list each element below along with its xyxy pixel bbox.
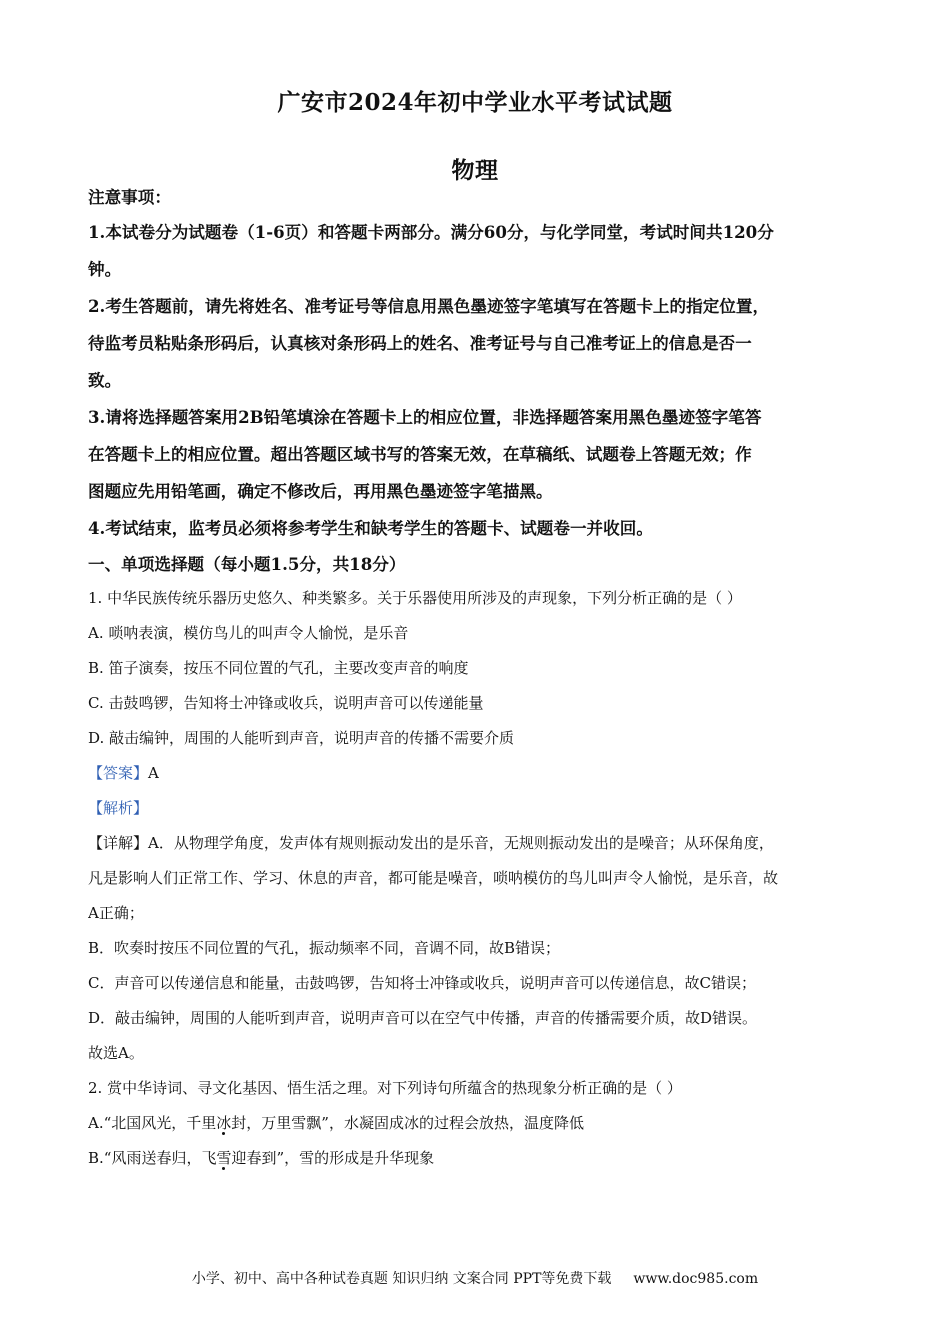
notice-line: 1.本试卷分为试题卷（1-6页）和答题卡两部分。满分60分，与化学同堂，考试时间共120分	[88, 222, 774, 242]
notice-block	[88, 180, 872, 547]
notice-line: 在答题卡上的相应位置。超出答题区域书写的答案无效，在草稿纸、试题卷上答题无效；作	[88, 444, 752, 464]
detail-line: 凡是影响人们正常工作、学习、休息的声音，都可能是噪音，唢呐模仿的鸟儿叫声令人愉悦，是乐音，故	[88, 869, 779, 887]
option-b	[88, 1141, 872, 1176]
notice-line: 待监考员粘贴条形码后，认真核对条形码上的姓名、准考证号与自己准考证上的信息是否一	[88, 333, 752, 353]
option-text: 封，万里雪飘”，水凝固成冰的过程会放热，温度降低	[231, 1114, 584, 1132]
footer-url: www.doc985.com	[633, 1271, 759, 1287]
answer-tag: 【答案】	[88, 764, 149, 782]
detail-line: A正确；	[88, 904, 144, 922]
option-text: B.“风雨送春归，飞	[88, 1149, 217, 1167]
notice-line: 致。	[88, 370, 122, 390]
detail-line: 故选A。	[88, 1044, 144, 1062]
option-a	[88, 1106, 872, 1141]
question-stem: 2. 赏中华诗词、寻文化基因、悟生活之理。对下列诗句所蕴含的热现象分析正确的是（ ）	[88, 1079, 682, 1097]
notice-line: 图题应先用铅笔画，确定不修改后，再用黑色墨迹签字笔描黑。	[88, 481, 553, 501]
detail-line: C．声音可以传递信息和能量，击鼓鸣锣，告知将士冲锋或收兵，说明声音可以传递信息，故C错误；	[88, 974, 756, 992]
notice-line: 钟。	[88, 259, 122, 279]
page-footer	[0, 1268, 950, 1288]
detail-text: A．从物理学角度，发声体有规则振动发出的是乐音，无规则振动发出的是噪音；从环保角度，	[148, 834, 774, 852]
notice-line: 4.考试结束，监考员必须将参考学生和缺考学生的答题卡、试题卷一并收回。	[88, 518, 653, 538]
document-body	[88, 180, 872, 1176]
detail-line	[88, 826, 872, 861]
analysis-line	[88, 791, 872, 826]
answer-line	[88, 756, 872, 791]
option-a: A. 唢呐表演，模仿鸟儿的叫声令人愉悦，是乐音	[88, 624, 409, 642]
section-title: 一、单项选择题（每小题1.5分，共18分）	[88, 554, 406, 574]
subject-title: 物理	[451, 157, 499, 184]
question-1	[88, 581, 872, 1071]
detail-tag: 【详解】	[88, 834, 149, 852]
notice-heading: 注意事项：	[88, 187, 171, 207]
answer-value: A	[148, 764, 159, 782]
option-text: A.“北国风光，千里	[88, 1114, 217, 1132]
option-d: D. 敲击编钟，周围的人能听到声音，说明声音的传播不需要介质	[88, 729, 515, 747]
detail-line: B．吹奏时按压不同位置的气孔，振动频率不同，音调不同，故B错误；	[88, 939, 561, 957]
footer-text: 小学、初中、高中各种试卷真题 知识归纳 文案合同 PPT等免费下载	[191, 1271, 612, 1287]
question-2	[88, 1071, 872, 1176]
emphasis-char: 冰	[216, 1114, 232, 1132]
option-text: 迎春到”，雪的形成是升华现象	[231, 1149, 435, 1167]
analysis-tag: 【解析】	[88, 799, 149, 817]
option-c: C. 击鼓鸣锣，告知将士冲锋或收兵，说明声音可以传递能量	[88, 694, 484, 712]
detail-line: D．敲击编钟，周围的人能听到声音，说明声音可以在空气中传播，声音的传播需要介质，故D错误。	[88, 1009, 758, 1027]
emphasis-char: 雪	[216, 1149, 232, 1167]
option-b: B. 笛子演奏，按压不同位置的气孔，主要改变声音的响度	[88, 659, 469, 677]
question-stem: 1. 中华民族传统乐器历史悠久、种类繁多。关于乐器使用所涉及的声现象，下列分析正确的是（ ）	[88, 589, 742, 607]
notice-line: 2.考生答题前，请先将姓名、准考证号等信息用黑色墨迹签字笔填写在答题卡上的指定位置，	[88, 296, 770, 316]
notice-line: 3.请将选择题答案用2B铅笔填涂在答题卡上的相应位置，非选择题答案用黑色墨迹签字笔答	[88, 407, 762, 427]
exam-title: 广安市2024年初中学业水平考试试题	[277, 89, 673, 116]
